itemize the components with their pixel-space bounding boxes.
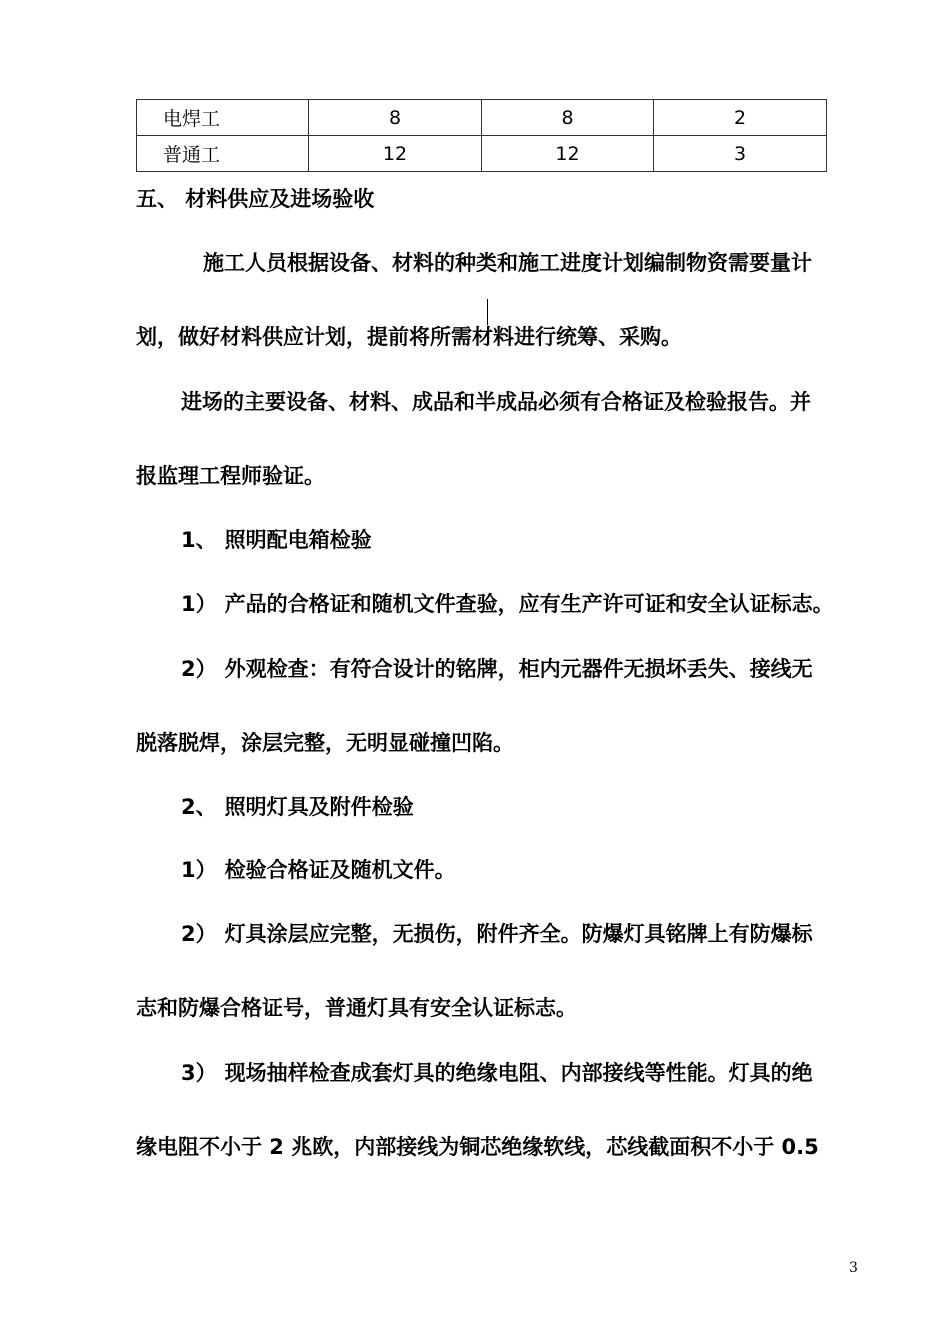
list-text: 现场抽样检查成套灯具的绝缘电阻、内部接线等性能。灯具的绝 — [224, 1061, 813, 1085]
list-item — [181, 655, 813, 683]
subsection-number: 2、 — [181, 795, 217, 819]
page-number: 3 — [849, 1260, 858, 1276]
list-item — [181, 590, 834, 618]
paragraph-line: 脱落脱焊，涂层完整，无明显碰撞凹陷。 — [136, 731, 514, 755]
paragraph-line: 施工人员根据设备、材料的种类和施工进度计划编制物资需要量计 — [203, 251, 812, 275]
list-number: 2） — [181, 657, 217, 681]
table-cell: 电焊工 — [137, 100, 309, 136]
paragraph-line: 缘电阻不小于 2 兆欧，内部接线为铜芯绝缘软线，芯线截面积不小于 0.5 — [136, 1135, 819, 1159]
table-cell: 8 — [309, 100, 482, 136]
subsection-title: 照明灯具及附件检验 — [224, 795, 414, 819]
paragraph-line: 进场的主要设备、材料、成品和半成品必须有合格证及检验报告。并 — [181, 390, 811, 414]
table-cell: 12 — [482, 136, 654, 172]
table-cell: 3 — [654, 136, 827, 172]
table-cell: 普通工 — [137, 136, 309, 172]
list-number: 1） — [181, 592, 217, 616]
section-heading: 五、 材料供应及进场验收 — [136, 187, 375, 211]
list-item — [181, 856, 456, 884]
subsection-heading — [181, 526, 372, 554]
list-item — [181, 920, 813, 948]
paragraph-line: 报监理工程师验证。 — [136, 464, 325, 488]
text-cursor — [487, 299, 488, 325]
list-text: 外观检查：有符合设计的铭牌，柜内元器件无损坏丢失、接线无 — [224, 657, 813, 681]
list-number: 2） — [181, 922, 217, 946]
subsection-title: 照明配电箱检验 — [224, 528, 372, 552]
subsection-number: 1、 — [181, 528, 217, 552]
list-item — [181, 1059, 813, 1087]
table-cell: 2 — [654, 100, 827, 136]
table-row — [137, 136, 827, 172]
list-text: 灯具涂层应完整，无损伤，附件齐全。防爆灯具铭牌上有防爆标 — [224, 922, 813, 946]
paragraph-line: 划，做好材料供应计划，提前将所需材料进行统筹、采购。 — [136, 325, 682, 349]
table-cell: 8 — [482, 100, 654, 136]
list-text: 检验合格证及随机文件。 — [224, 858, 456, 882]
subsection-heading — [181, 793, 414, 821]
list-number: 1） — [181, 858, 217, 882]
list-number: 3） — [181, 1061, 217, 1085]
table-row — [137, 100, 827, 136]
paragraph-line: 志和防爆合格证号，普通灯具有安全认证标志。 — [136, 996, 577, 1020]
table-cell: 12 — [309, 136, 482, 172]
list-text: 产品的合格证和随机文件查验，应有生产许可证和安全认证标志。 — [224, 592, 834, 616]
staff-table — [136, 99, 827, 172]
